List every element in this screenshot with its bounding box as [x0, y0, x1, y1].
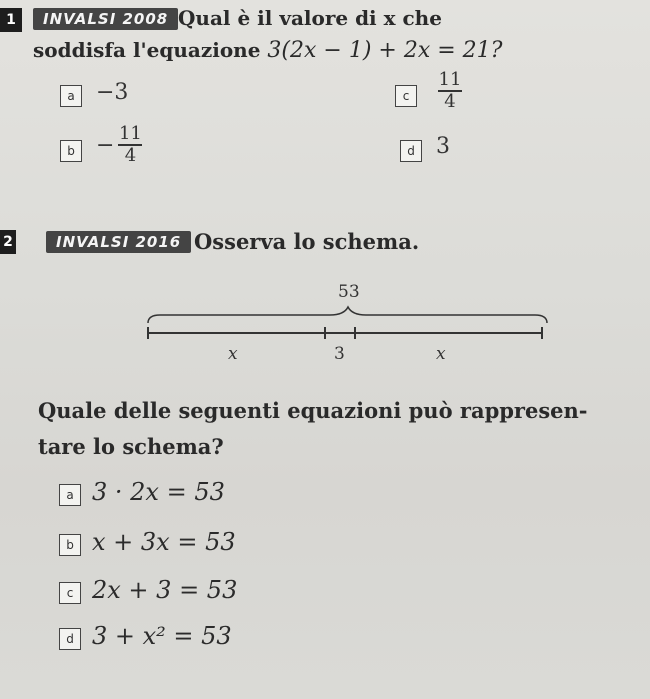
- option-d-value: 3: [436, 134, 450, 159]
- question-1-line1: Qual è il valore di x che: [178, 6, 442, 30]
- option-b-equation: x + 3x = 53: [92, 528, 236, 556]
- question-2-line1: Quale delle seguenti equazioni può rappresen-: [38, 398, 588, 423]
- option-c-fraction: $\frac{11}{4}$: [438, 69, 462, 112]
- option-b-value: − $\frac{11}{4}$: [96, 123, 142, 166]
- option-d-box-q2[interactable]: d: [59, 628, 81, 650]
- option-a-value: −3: [96, 80, 129, 105]
- question-2-line2: tare lo schema?: [38, 434, 224, 459]
- source-badge-2: INVALSI 2016: [46, 231, 191, 253]
- option-b-fraction: $\frac{11}{4}$: [118, 123, 142, 166]
- option-b-box-q2[interactable]: b: [59, 534, 81, 556]
- option-d-equation: 3 + x² = 53: [92, 622, 232, 650]
- question-number-1: 1: [0, 8, 22, 32]
- question-1-equation: 3(2x − 1) + 2x = 21?: [267, 38, 503, 63]
- diagram-label-3: 3: [334, 344, 345, 364]
- option-c-box[interactable]: c: [395, 85, 417, 107]
- diagram-total-label: 53: [338, 282, 360, 302]
- question-1-line2: soddisfa l'equazione: [33, 38, 261, 62]
- option-c-box-q2[interactable]: c: [59, 582, 81, 604]
- source-badge-1: INVALSI 2008: [33, 8, 178, 30]
- diagram-label-x-right: x: [436, 344, 446, 364]
- option-a-equation: 3 · 2x = 53: [92, 478, 225, 506]
- option-b-box[interactable]: b: [60, 140, 82, 162]
- option-c-equation: 2x + 3 = 53: [92, 576, 238, 604]
- question-number-2: 2: [0, 230, 16, 254]
- option-a-box-q2[interactable]: a: [59, 484, 81, 506]
- diagram-brace: [148, 307, 547, 323]
- option-a-box[interactable]: a: [60, 85, 82, 107]
- option-d-box[interactable]: d: [400, 140, 422, 162]
- diagram-label-x-left: x: [228, 344, 238, 364]
- option-c-value: [438, 70, 462, 112]
- segment-diagram: [130, 275, 560, 375]
- question-2-title: Osserva lo schema.: [194, 229, 420, 254]
